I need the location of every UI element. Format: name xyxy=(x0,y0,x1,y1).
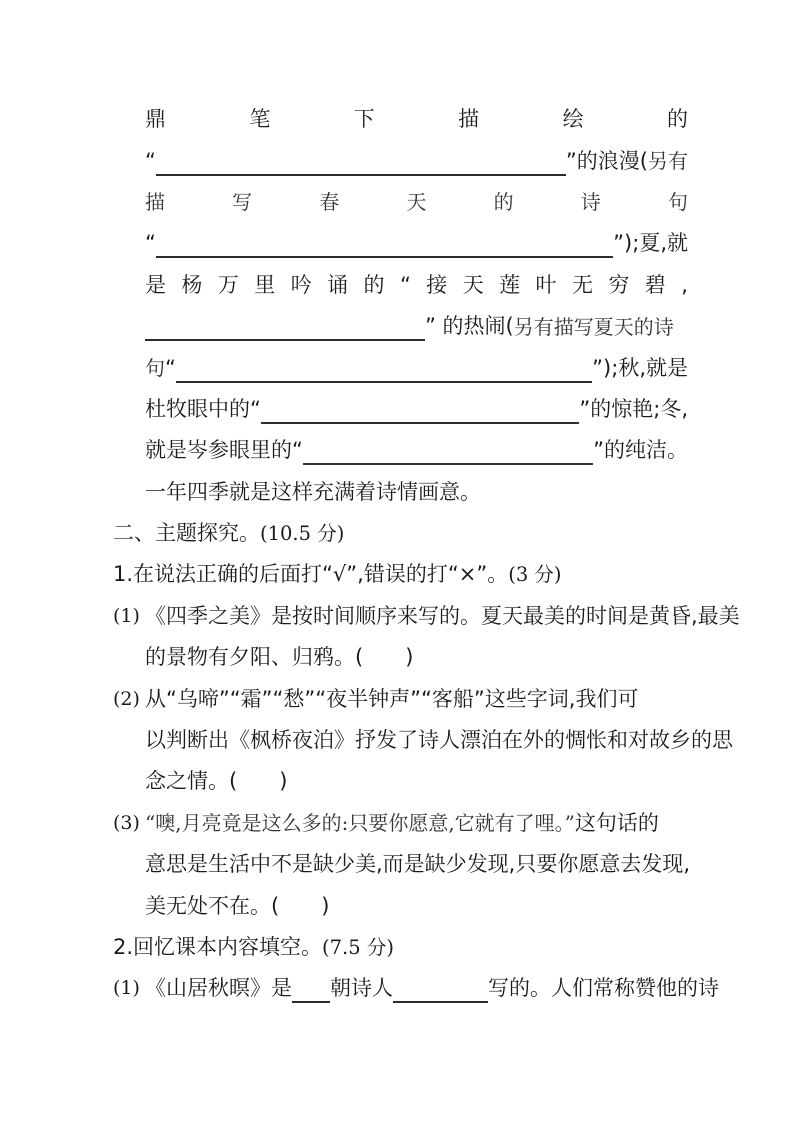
text-line xyxy=(113,968,719,1009)
text-segment: (7.5 分) xyxy=(322,935,394,959)
text-segment: 写的。人们常称赞他的诗 xyxy=(488,976,719,1001)
justified-char: 万 xyxy=(217,272,239,297)
justified-char: 诵 xyxy=(327,272,349,297)
text-line xyxy=(145,265,688,306)
text-segment: ” 的热闹( xyxy=(425,314,514,339)
text-segment: 这句话的 xyxy=(574,810,659,835)
justified-char: 绘 xyxy=(562,107,584,132)
text-segment: 一年四季就是这样充满着诗情画意。 xyxy=(145,479,481,504)
text-segment: “ xyxy=(165,355,176,380)
justified-char: 碧 xyxy=(644,272,666,297)
item-number-label: (3) xyxy=(113,811,140,834)
text-line xyxy=(145,182,688,223)
text-segment: 二、主题探究。 xyxy=(113,521,260,546)
text-segment: 另有 xyxy=(648,149,688,174)
text-segment: 2.回忆课本内容填空。 xyxy=(113,935,323,959)
text-segment: 朝诗人 xyxy=(330,976,393,1001)
text-segment: 从“乌啼”“霜”“愁”“夜半钟声”“客船”这些字词,我们可 xyxy=(145,686,639,711)
text-segment: 句 xyxy=(145,356,165,381)
text-line xyxy=(145,720,733,761)
text-segment: ”);夏,就 xyxy=(613,231,688,256)
justified-char: 笔 xyxy=(249,107,271,132)
text-line xyxy=(145,844,691,885)
text-segment: “ xyxy=(145,148,156,173)
text-segment: “ xyxy=(145,231,156,256)
justified-char: 句 xyxy=(667,190,688,215)
text-segment: 《山居秋暝》是 xyxy=(145,976,292,1001)
text-line xyxy=(145,637,688,678)
justified-char: 的 xyxy=(363,272,385,297)
text-segment: (10.5 分) xyxy=(260,521,345,545)
fill-in-blank xyxy=(292,974,330,1003)
justified-char: 无 xyxy=(571,272,593,297)
text-line xyxy=(145,389,688,430)
justified-char: 写 xyxy=(232,190,253,215)
text-line xyxy=(145,140,688,181)
text-line xyxy=(145,223,688,264)
fill-in-blank xyxy=(303,436,593,465)
text-segment: 以判断出《枫桥夜泊》抒发了诗人漂泊在外的惆怅和对故乡的思 xyxy=(145,728,733,753)
text-segment: 的景物有夕阳、归鸦。( ) xyxy=(145,645,414,670)
text-line xyxy=(145,430,688,471)
text-segment: 另有描写夏天的诗 xyxy=(513,314,674,339)
text-segment: (3 分) xyxy=(508,563,562,587)
text-line xyxy=(145,885,688,926)
text-segment: 意思是生活中不是缺少美,而是缺少发现,只要你愿意去发现, xyxy=(145,852,691,877)
text-line xyxy=(145,761,688,802)
text-line xyxy=(113,803,688,844)
item-number-label: (1) xyxy=(113,604,140,627)
item-number-label: (2) xyxy=(113,687,140,710)
worksheet-content xyxy=(113,99,740,1010)
text-line xyxy=(145,472,688,513)
text-segment: “噢,月亮竟是这么多的:只要你愿意,它就有了哩。” xyxy=(145,811,575,836)
justified-char: 的 xyxy=(493,190,514,215)
fill-in-blank xyxy=(393,974,488,1003)
text-segment: ”的惊艳;冬, xyxy=(579,396,688,421)
justified-char: 是 xyxy=(145,272,166,297)
text-segment: 就是岑参眼里的“ xyxy=(145,438,303,463)
text-line xyxy=(113,678,688,719)
text-line xyxy=(113,554,688,595)
text-segment: ”的纯洁。 xyxy=(593,438,688,463)
justified-char: 鼎 xyxy=(145,107,166,132)
justified-char: 叶 xyxy=(535,272,557,297)
justified-char: 穷 xyxy=(608,272,630,297)
justified-char: 描 xyxy=(458,107,480,132)
text-line xyxy=(145,99,688,140)
justified-char: 天 xyxy=(406,190,427,215)
justified-char: 天 xyxy=(462,272,484,297)
fill-in-blank xyxy=(156,147,566,176)
justified-char: “ xyxy=(399,272,411,297)
justified-char: 春 xyxy=(319,190,340,215)
text-segment: ”);秋,就是 xyxy=(592,355,688,380)
item-number-label: (1) xyxy=(113,977,140,1000)
text-segment: 杜牧眼中的“ xyxy=(145,396,261,421)
text-line xyxy=(145,306,688,347)
text-line xyxy=(113,513,688,554)
justified-char: 莲 xyxy=(499,272,521,297)
fill-in-blank xyxy=(145,312,425,341)
justified-char: 下 xyxy=(353,107,375,132)
fill-in-blank xyxy=(261,395,579,424)
text-segment: 美无处不在。( ) xyxy=(145,893,330,918)
justified-char: 的 xyxy=(666,107,688,132)
fill-in-blank xyxy=(176,354,592,383)
justified-char: 吟 xyxy=(290,272,312,297)
justified-char: 里 xyxy=(254,272,276,297)
text-segment: ”的浪漫( xyxy=(565,148,648,173)
fill-in-blank xyxy=(156,229,613,258)
text-segment: 《四季之美》是按时间顺序来写的。夏天最美的时间是黄昏,最美 xyxy=(145,603,740,628)
text-segment: 念之情。( ) xyxy=(145,769,288,794)
justified-char: 描 xyxy=(145,190,165,215)
justified-char: 杨 xyxy=(181,272,203,297)
text-line xyxy=(145,347,688,388)
text-segment: 1.在说法正确的后面打“√”,错误的打“×”。 xyxy=(113,562,509,587)
justified-char: , xyxy=(681,272,688,297)
justified-char: 接 xyxy=(426,272,448,297)
text-line xyxy=(113,927,688,968)
text-line xyxy=(113,596,740,637)
justified-char: 诗 xyxy=(580,190,601,215)
